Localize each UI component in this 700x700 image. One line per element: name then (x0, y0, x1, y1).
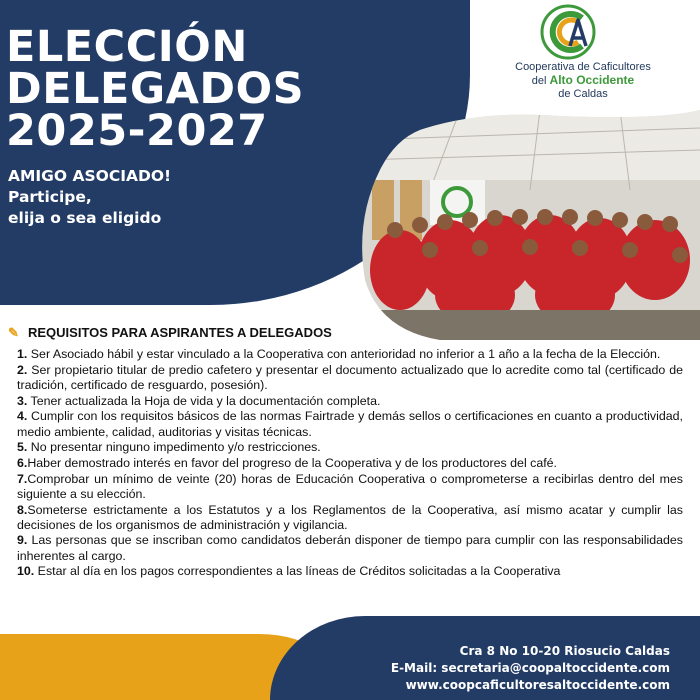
subhead-line-2: Participe, (8, 188, 92, 206)
logo-line-2-prefix: del (531, 75, 550, 87)
contact-footer (330, 643, 670, 694)
requirement-item: 4. Cumplir con los requisitos básicos de las normas Fairtrade y demás sellos o certificaciones en cuanto a productividad, medio ambiente, calidad, auditorias y visitas técnicas. (17, 409, 683, 439)
requirements-list (17, 347, 683, 580)
subhead-line-3: elija o sea eligido (8, 209, 162, 227)
footer-website: www.coopcaficultoresaltoccidente.com (405, 678, 670, 692)
logo-mark-icon (538, 4, 598, 60)
requirement-item: 8.Someterse estrictamente a los Estatutos y a los Reglamentos de la Cooperativa, así mismo acatar y cumplir las decisiones de los organismos de administración y vigilancia. (17, 502, 683, 532)
requirement-item: 7.Comprobar un mínimo de veinte (20) horas de Educación Cooperativa o comprometerse a recibirlas dentro del mes siguiente a su elección. (17, 471, 683, 501)
logo-line-3: de Caldas (558, 88, 608, 100)
logo-line-2-highlight: Alto Occidente (549, 73, 635, 87)
subheading (8, 166, 171, 229)
delegates-group-photo (360, 110, 700, 340)
logo-line-1: Cooperativa de Caficultores (515, 61, 651, 73)
requirement-item: 9. Las personas que se inscriban como candidatos deberán disponer de tiempo para cumplir con las responsabilidades inherentes al cargo. (17, 533, 683, 563)
group-photo-image (360, 110, 700, 340)
requirement-item: 3. Tener actualizada la Hoja de vida y la documentación completa. (17, 393, 381, 408)
title-line-2: DELEGADOS (6, 64, 305, 114)
title-line-1: ELECCIÓN (6, 22, 248, 72)
pencil-icon: ✎ (8, 325, 19, 340)
subhead-line-1: AMIGO ASOCIADO! (8, 167, 172, 185)
footer-email: E-Mail: secretaria@coopaltoccidente.com (390, 661, 670, 675)
footer-address: Cra 8 No 10-20 Riosucio Caldas (459, 644, 670, 658)
cooperative-logo (478, 4, 688, 100)
requirement-item: 5. No presentar ninguno impedimento y/o restricciones. (17, 440, 321, 455)
requirement-item: 10. Estar al día en los pagos correspondientes a las líneas de Créditos solicitadas a la Cooperativa (17, 564, 561, 579)
requirement-item: 6.Haber demostrado interés en favor del progreso de la Cooperativa y de los productores del café. (17, 455, 558, 470)
requirement-item: 1. Ser Asociado hábil y estar vinculado a la Cooperativa con anterioridad no inferior a 1 año a la fecha de la Elección. (17, 347, 661, 361)
title-line-3: 2025-2027 (6, 106, 268, 156)
requirements-title (8, 325, 332, 341)
requirements-title-text: REQUISITOS PARA ASPIRANTES A DELEGADOS (28, 325, 332, 340)
requirement-item: 2. Ser propietario titular de predio cafetero y presentar el documento actualizado que lo acredite como tal (certificado de tradición, certificado de resguardo, posesión). (17, 362, 683, 392)
